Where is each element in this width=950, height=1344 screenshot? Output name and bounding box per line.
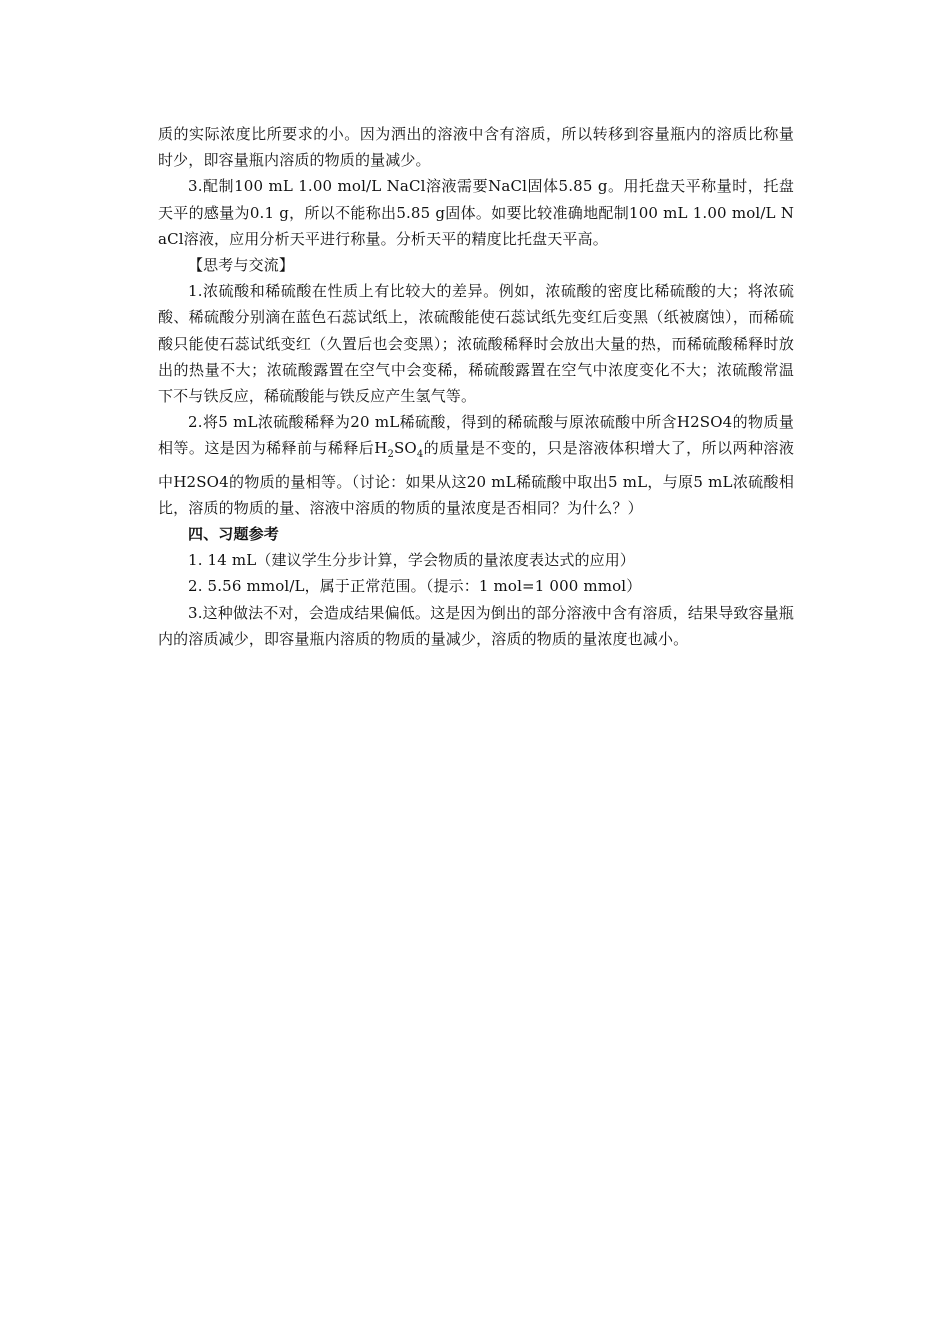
dilution-text-part2: SO: [393, 439, 417, 458]
dilution-text-part3: 的质量是不变的，只是溶液体积增大了，所以两种溶液中H2SO4的物质的量相等。（讨论：如果从这20 mL稀硫酸中取出5 mL，与原5 mL浓硫酸相比，溶质的物质的量、溶液中溶质的物质的量浓度是否相同？为什么？）: [158, 439, 794, 517]
exercise-answer-1: 1. 14 mL（建议学生分步计算，学会物质的量浓度表达式的应用）: [188, 551, 636, 570]
paragraph-sulfuric-acid-differences: 1.浓硫酸和稀硫酸在性质上有比较大的差异。例如，浓硫酸的密度比稀硫酸的大；将浓硫酸、稀硫酸分别滴在蓝色石蕊试纸上，浓硫酸能使石蕊试纸先变红后变黑（纸被腐蚀），而稀硫酸只能使石蕊试纸变红（久置后也会变黑）；浓硫酸稀释时会放出大量的热，而稀硫酸稀释时放出的热量不大；浓硫酸露置在空气中会变稀，稀硫酸露置在空气中浓度变化不大；浓硫酸常温下不与铁反应，稀硫酸能与铁反应产生氢气等。: [158, 282, 794, 406]
exercise-answer-2: 2. 5.56 mmol/L，属于正常范围。（提示：1 mol=1 000 mmol）: [188, 577, 642, 596]
think-exchange-heading: 【思考与交流】: [188, 256, 295, 275]
paragraph-nacl-weighing: 3.配制100 mL 1.00 mol/L NaCl溶液需要NaCl固体5.85 g。用托盘天平称量时，托盘天平的感量为0.1 g，所以不能称出5.85 g固体。如要比较准确地配制100 mL 1.00 mol/L NaCl溶液，应用分析天平进行称量。分析天平的精度比托盘天平高。: [158, 177, 794, 248]
subscript-2: 2: [387, 449, 394, 461]
paragraph-dilution: [158, 409, 794, 521]
document-body: [158, 121, 794, 652]
dilution-text-part1: 2.将5 mL浓硫酸稀释为20 mL稀硫酸，得到的稀硫酸与原浓硫酸中所含H2SO4的物质量相等。这是因为稀释前与稀释后H: [158, 413, 794, 458]
subscript-4: 4: [416, 449, 424, 461]
section-heading-exercises: 四、习题参考: [188, 525, 279, 544]
exercise-answer-3: 3.这种做法不对，会造成结果偏低。这是因为倒出的部分溶液中含有溶质，结果导致容量瓶内的溶质减少，即容量瓶内溶质的物质的量减少，溶质的物质的量浓度也减小。: [158, 603, 794, 648]
paragraph-continuation: 质的实际浓度比所要求的小。因为洒出的溶液中含有溶质，所以转移到容量瓶内的溶质比称量时少，即容量瓶内溶质的物质的量减少。: [158, 125, 794, 170]
